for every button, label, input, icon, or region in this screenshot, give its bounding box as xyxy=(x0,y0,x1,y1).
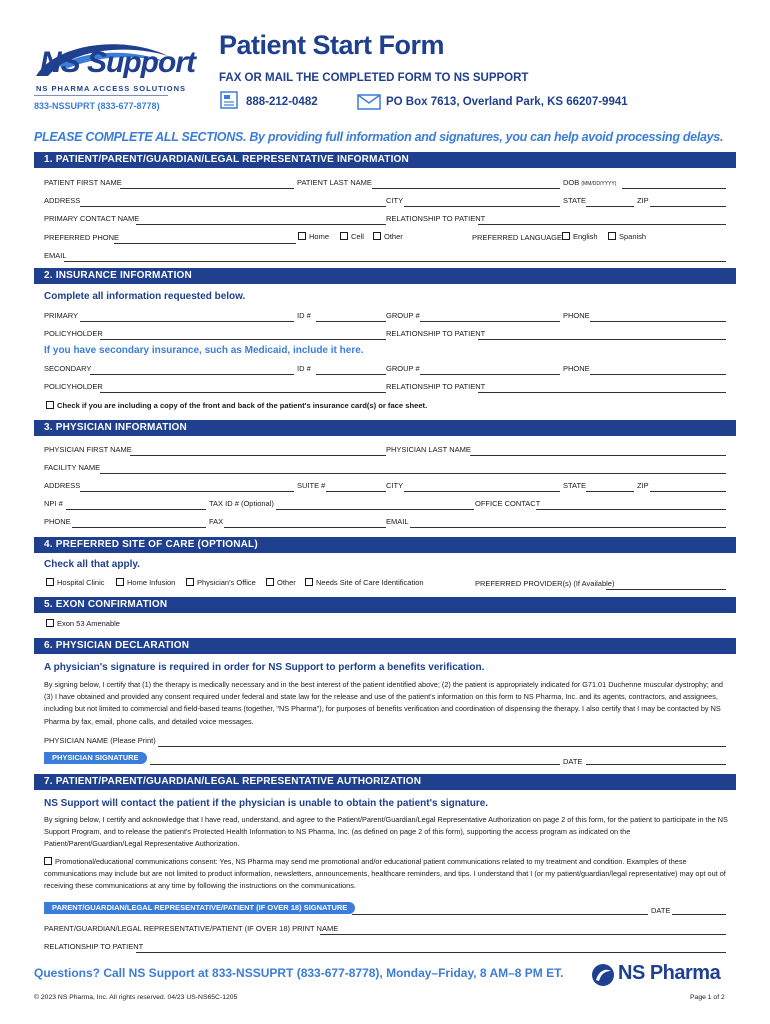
physician-email-field[interactable] xyxy=(410,527,726,528)
patient-address-field[interactable] xyxy=(80,206,386,207)
patient-relationship-field[interactable] xyxy=(478,224,726,225)
physician-signature-field[interactable] xyxy=(150,764,560,765)
section-6-header: 6. PHYSICIAN DECLARATION xyxy=(34,638,736,654)
exon-53-option[interactable]: Exon 53 Amenable xyxy=(46,619,122,629)
section-2-header: 2. INSURANCE INFORMATION xyxy=(34,268,736,284)
physician-phone-label: PHONE xyxy=(44,517,71,526)
secondary-group-field[interactable] xyxy=(420,374,560,375)
language-spanish[interactable]: Spanish xyxy=(608,232,648,242)
phone-type-cell[interactable]: Cell xyxy=(340,232,366,242)
secondary-policyholder-label: POLICYHOLDER xyxy=(44,382,103,391)
logo-text: NS Support xyxy=(40,46,195,79)
cell-checkbox[interactable] xyxy=(340,232,348,240)
secondary-insurance-note: If you have secondary insurance, such as Medicaid, include it here. xyxy=(44,345,364,356)
preferred-phone-field[interactable] xyxy=(114,243,296,244)
english-checkbox[interactable] xyxy=(562,232,570,240)
patient-city-label: CITY xyxy=(386,196,404,205)
home-infusion-checkbox[interactable] xyxy=(116,578,124,586)
physician-declaration-text: By signing below, I certify that (1) the therapy is medically necessary and in the best interest of the patient identified above; (2) the patient is appropriately indicated for G71.01 Duchenne muscular dystrophy; and (3) I have obtained and provided any consent required under federal and state law for the release and use of the patient's information on this form to NS Pharma, Inc. and its agents, contractors, and assignees, including but not limited to commercial and field-based teams (together, "NS Pharma"), for purposes of benefits verification and coordination of dispensing the therapy. I also certify that I may be contacted by NS Pharma by fax, email, phone calls, and detailed voice messages. xyxy=(44,680,723,726)
section-1-header: 1. PATIENT/PARENT/GUARDIAN/LEGAL REPRESENTATIVE INFORMATION xyxy=(34,152,736,168)
physician-first-name-field[interactable] xyxy=(130,455,386,456)
patient-first-name-label: PATIENT FIRST NAME xyxy=(44,178,122,187)
primary-relationship-label: RELATIONSHIP TO PATIENT xyxy=(386,329,486,338)
physician-first-name-label: PHYSICIAN FIRST NAME xyxy=(44,445,132,454)
dob-label: DOB (MM/DD/YYYY) xyxy=(563,178,617,187)
mail-icon xyxy=(357,94,381,115)
primary-policyholder-field[interactable] xyxy=(100,339,386,340)
secondary-id-label: ID # xyxy=(297,364,311,373)
physician-state-field[interactable] xyxy=(586,491,634,492)
fax-instruction: FAX OR MAIL THE COMPLETED FORM TO NS SUPPORT xyxy=(219,72,529,84)
phone-type-other[interactable]: Other xyxy=(373,232,405,242)
patient-city-field[interactable] xyxy=(404,206,560,207)
secondary-group-label: GROUP # xyxy=(386,364,420,373)
insurance-copy-option[interactable]: Check if you are including a copy of the front and back of the patient's insurance card(s) or face sheet. xyxy=(46,401,429,411)
physician-date-label: DATE xyxy=(563,757,583,766)
secondary-insurance-label: SECONDARY xyxy=(44,364,92,373)
office-contact-label: OFFICE CONTACT xyxy=(475,499,541,508)
primary-insurance-label: PRIMARY xyxy=(44,311,79,320)
patient-state-label: STATE xyxy=(563,196,587,205)
preferred-language-label: PREFERRED LANGUAGE xyxy=(472,233,563,242)
dob-field[interactable] xyxy=(622,188,726,189)
preferred-providers-label: PREFERRED PROVIDER(s) (If Available) xyxy=(475,579,615,588)
patient-zip-label: ZIP xyxy=(637,196,649,205)
physician-zip-label: ZIP xyxy=(637,481,649,490)
patient-zip-field[interactable] xyxy=(650,206,726,207)
patient-first-name-field[interactable] xyxy=(120,188,294,189)
physician-office-checkbox[interactable] xyxy=(186,578,194,586)
physician-fax-field[interactable] xyxy=(224,527,386,528)
site-check-all-note: Check all that apply. xyxy=(44,559,140,570)
insurance-copy-checkbox[interactable] xyxy=(46,401,54,409)
other-checkbox[interactable] xyxy=(373,232,381,240)
physician-signature-label: PHYSICIAN SIGNATURE xyxy=(44,752,147,764)
spanish-checkbox[interactable] xyxy=(608,232,616,240)
patient-email-label: EMAIL xyxy=(44,251,67,260)
physician-name-label: PHYSICIAN NAME (Please Print) xyxy=(44,736,156,745)
patient-relationship-label: RELATIONSHIP TO PATIENT xyxy=(386,214,486,223)
caregiver-relationship-field[interactable] xyxy=(136,952,726,953)
facility-name-label: FACILITY NAME xyxy=(44,463,101,472)
logo-subtitle: NS PHARMA ACCESS SOLUTIONS xyxy=(36,84,187,93)
physician-last-name-field[interactable] xyxy=(470,455,726,456)
promo-consent-text: Promotional/educational communications consent: Yes, NS Pharma may send me promotional and/or educational patient communications related to my treatment and condition. Examples of these communications may include but are not limited to product information, newsletters, announcements, healthcare reminders, and tips. I understand that I (or my patient/guardian/legal representative) may opt out of receiving these communications at any time by following the instructions on the communications. xyxy=(44,857,726,891)
physician-last-name-label: PHYSICIAN LAST NAME xyxy=(386,445,471,454)
caregiver-print-name-label: PARENT/GUARDIAN/LEGAL REPRESENTATIVE/PATIENT (IF OVER 18) PRINT NAME xyxy=(44,924,339,933)
authorization-contact-note: NS Support will contact the patient if the physician is unable to obtain the patient's signature. xyxy=(44,798,489,809)
home-checkbox[interactable] xyxy=(298,232,306,240)
physician-signature-required-note: A physician's signature is required in order for NS Support to perform a benefits verification. xyxy=(44,662,485,673)
physician-state-label: STATE xyxy=(563,481,587,490)
section-7-header: 7. PATIENT/PARENT/GUARDIAN/LEGAL REPRESENTATIVE AUTHORIZATION xyxy=(34,774,736,790)
physician-zip-field[interactable] xyxy=(650,491,726,492)
npi-field[interactable] xyxy=(66,509,206,510)
section-5-header: 5. EXON CONFIRMATION xyxy=(34,597,736,613)
site-home-infusion[interactable]: Home Infusion xyxy=(116,578,177,588)
facility-name-field[interactable] xyxy=(100,473,726,474)
primary-insurance-field[interactable] xyxy=(80,321,294,322)
primary-group-label: GROUP # xyxy=(386,311,420,320)
npi-label: NPI # xyxy=(44,499,63,508)
section-3-header: 3. PHYSICIAN INFORMATION xyxy=(34,420,736,436)
physician-address-field[interactable] xyxy=(80,491,294,492)
fax-number: 888-212-0482 xyxy=(246,96,318,108)
patient-last-name-field[interactable] xyxy=(372,188,560,189)
physician-phone-field[interactable] xyxy=(72,527,206,528)
site-physician-office[interactable]: Physician's Office xyxy=(186,578,258,588)
caregiver-print-name-field[interactable] xyxy=(320,934,726,935)
office-contact-field[interactable] xyxy=(536,509,726,510)
ns-pharma-logo-icon xyxy=(590,962,616,993)
secondary-phone-label: PHONE xyxy=(563,364,590,373)
hospital-clinic-checkbox[interactable] xyxy=(46,578,54,586)
tax-id-field[interactable] xyxy=(276,509,474,510)
primary-contact-field[interactable] xyxy=(136,224,386,225)
secondary-phone-field[interactable] xyxy=(590,374,726,375)
primary-id-field[interactable] xyxy=(316,321,386,322)
caregiver-date-field[interactable] xyxy=(672,914,726,915)
ns-pharma-brand: NS Pharma xyxy=(618,962,721,984)
primary-group-field[interactable] xyxy=(420,321,560,322)
site-needs-identification[interactable]: Needs Site of Care Identification xyxy=(305,578,426,588)
patient-email-field[interactable] xyxy=(64,261,726,262)
secondary-relationship-field[interactable] xyxy=(478,392,726,393)
caregiver-signature-label: PARENT/GUARDIAN/LEGAL REPRESENTATIVE/PATIENT (IF OVER 18) SIGNATURE xyxy=(44,902,355,914)
page-title: Patient Start Form xyxy=(219,30,445,60)
caregiver-relationship-label: RELATIONSHIP TO PATIENT xyxy=(44,942,144,951)
needs-site-checkbox[interactable] xyxy=(305,578,313,586)
physician-city-label: CITY xyxy=(386,481,404,490)
tax-id-label: TAX ID # (Optional) xyxy=(209,499,274,508)
secondary-insurance-field[interactable] xyxy=(90,374,294,375)
primary-contact-label: PRIMARY CONTACT NAME xyxy=(44,214,140,223)
phone-type-home[interactable]: Home xyxy=(298,232,331,242)
questions-contact-line: Questions? Call NS Support at 833-NSSUPRT (833-677-8778), Monday–Friday, 8 AM–8 PM ET. xyxy=(34,966,564,980)
primary-policyholder-label: POLICYHOLDER xyxy=(44,329,103,338)
caregiver-date-label: DATE xyxy=(651,906,671,915)
site-other[interactable]: Other xyxy=(266,578,298,588)
exon-53-checkbox[interactable] xyxy=(46,619,54,627)
promo-consent-option[interactable] xyxy=(44,856,728,893)
physician-suite-field[interactable] xyxy=(326,491,386,492)
site-hospital-clinic[interactable]: Hospital Clinic xyxy=(46,578,107,588)
primary-phone-label: PHONE xyxy=(563,311,590,320)
language-english[interactable]: English xyxy=(562,232,600,242)
authorization-text: By signing below, I certify and acknowledge that I have read, understand, and agree to the Patient/Parent/Guardian/Legal Representative Authorization on page 2 of this form, for the patient to participate in the NS Support Program, and to release the patient's Protected Health Information to NS Pharma, Inc. (as defined on page 2 of this form), supporting the access program as indicated on the Patient/Parent/Guardian/Legal Representative Authorization. xyxy=(44,815,728,849)
fax-icon xyxy=(219,90,241,115)
caregiver-signature-field[interactable] xyxy=(352,914,648,915)
patient-address-label: ADDRESS xyxy=(44,196,81,205)
logo-phone: 833-NSSUPRT (833-677-8778) xyxy=(34,101,160,111)
page-number: Page 1 of 2 xyxy=(690,994,725,1001)
secondary-relationship-label: RELATIONSHIP TO PATIENT xyxy=(386,382,486,391)
site-other-checkbox[interactable] xyxy=(266,578,274,586)
preferred-phone-label: PREFERRED PHONE xyxy=(44,233,120,242)
patient-last-name-label: PATIENT LAST NAME xyxy=(297,178,372,187)
instruction-banner: PLEASE COMPLETE ALL SECTIONS. By providing full information and signatures, you can help avoid processing delays. xyxy=(34,130,724,144)
primary-id-label: ID # xyxy=(297,311,311,320)
primary-relationship-field[interactable] xyxy=(478,339,726,340)
physician-suite-label: SUITE # xyxy=(297,481,326,490)
mail-address: PO Box 7613, Overland Park, KS 66207-9941 xyxy=(386,96,628,108)
copyright-footer: © 2023 NS Pharma, Inc. All rights reserved. 04/23 US-NS65C-1205 xyxy=(34,994,238,1001)
physician-name-field[interactable] xyxy=(158,746,726,747)
physician-date-field[interactable] xyxy=(586,764,726,765)
preferred-providers-field[interactable] xyxy=(606,589,726,590)
physician-fax-label: FAX xyxy=(209,517,224,526)
insurance-complete-note: Complete all information requested below. xyxy=(44,291,246,302)
logo-divider xyxy=(34,95,168,96)
physician-address-label: ADDRESS xyxy=(44,481,81,490)
promo-consent-checkbox[interactable] xyxy=(44,857,52,865)
physician-email-label: EMAIL xyxy=(386,517,409,526)
physician-city-field[interactable] xyxy=(404,491,560,492)
primary-phone-field[interactable] xyxy=(590,321,726,322)
section-4-header: 4. PREFERRED SITE OF CARE (OPTIONAL) xyxy=(34,537,736,553)
secondary-policyholder-field[interactable] xyxy=(100,392,386,393)
patient-state-field[interactable] xyxy=(586,206,634,207)
secondary-id-field[interactable] xyxy=(316,374,386,375)
